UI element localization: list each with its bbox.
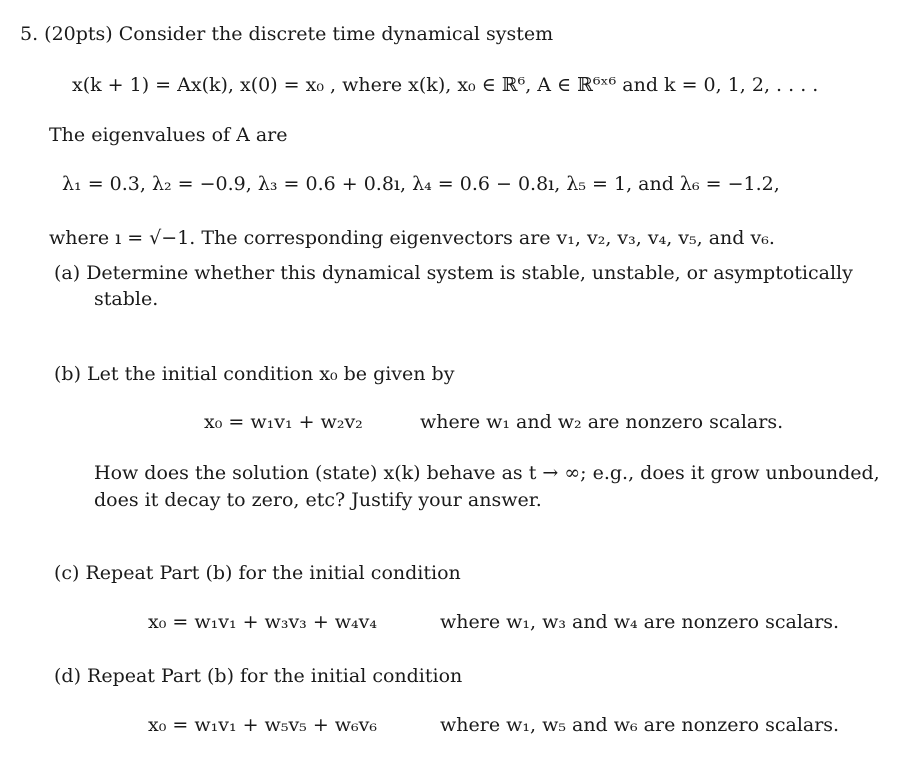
part-b-intro: (b) Let the initial condition x₀ be given by	[54, 363, 455, 385]
part-d-intro: (d) Repeat Part (b) for the initial condition	[54, 665, 463, 687]
part-d-equation: x₀ = w₁v₁ + w₅v₅ + w₆v₆	[148, 714, 378, 736]
part-d-equation-note: where w₁, w₅ and w₆ are nonzero scalars.	[440, 714, 840, 736]
part-c-equation-note: where w₁, w₃ and w₄ are nonzero scalars.	[440, 611, 840, 633]
system-equation: x(k + 1) = Ax(k), x(0) = x₀ , where x(k), x₀ ∈ ℝ⁶, A ∈ ℝ⁶ˣ⁶ and k = 0, 1, 2, . . . .	[72, 74, 819, 96]
part-c-equation: x₀ = w₁v₁ + w₃v₃ + w₄v₄	[148, 611, 378, 633]
part-b-equation: x₀ = w₁v₁ + w₂v₂	[204, 411, 363, 433]
eigenvectors-line: where ı = √−1. The corresponding eigenvectors are v₁, v₂, v₃, v₄, v₅, and v₆.	[49, 227, 775, 249]
problem-header: 5. (20pts) Consider the discrete time dynamical system	[20, 23, 554, 45]
part-a-line2: stable.	[94, 288, 159, 310]
part-c-intro: (c) Repeat Part (b) for the initial condition	[54, 562, 461, 584]
part-b-question-line1: How does the solution (state) x(k) behave as t → ∞; e.g., does it grow unbounded,	[94, 462, 880, 484]
part-b-question-line2: does it decay to zero, etc? Justify your answer.	[94, 489, 542, 511]
part-a-line1: (a) Determine whether this dynamical system is stable, unstable, or asymptotically	[54, 262, 853, 284]
eigenvalues-intro: The eigenvalues of A are	[49, 124, 288, 146]
eigenvalues-list: λ₁ = 0.3, λ₂ = −0.9, λ₃ = 0.6 + 0.8ı, λ₄ = 0.6 − 0.8ı, λ₅ = 1, and λ₆ = −1.2,	[62, 173, 780, 195]
part-b-equation-note: where w₁ and w₂ are nonzero scalars.	[420, 411, 784, 433]
